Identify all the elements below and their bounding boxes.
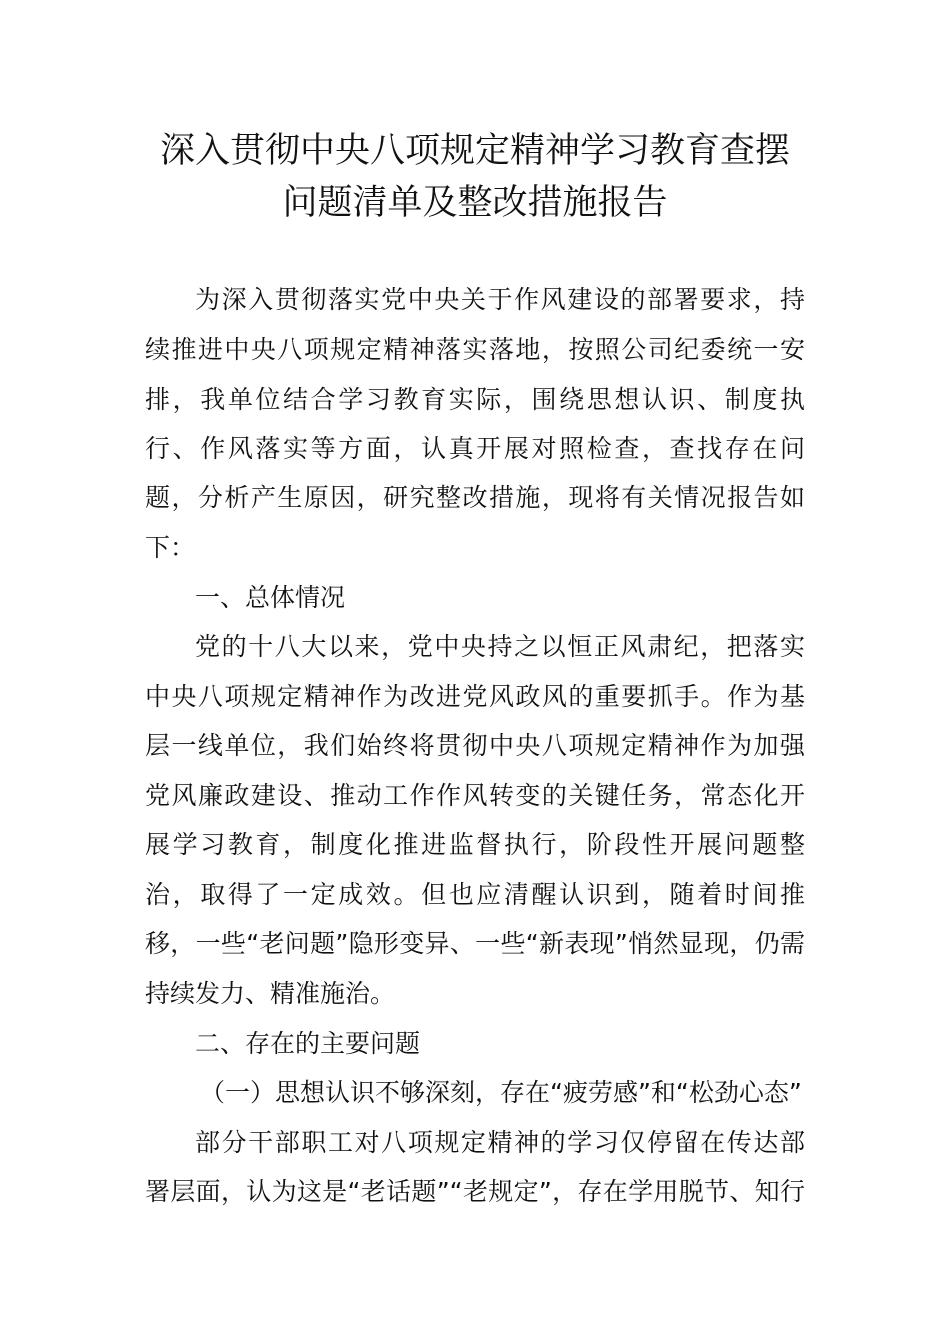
text-line: 党的十八大以来，党中央持之以恒正风肃纪，把落实 <box>195 632 805 661</box>
text-line: 移，一些“老问题”隐形变异、一些“新表现”悄然显现，仍需 <box>145 929 805 958</box>
text-line: 署层面，认为这是“老话题”“老规定”，存在学用脱节、知行 <box>145 1177 805 1206</box>
text-line: 题，分析产生原因，研究整改措施，现将有关情况报告如 <box>145 483 805 512</box>
text-line: 持续发力、精准施治。 <box>145 979 396 1008</box>
section-heading-overview: 一、总体情况 <box>195 583 346 612</box>
text-line: 排，我单位结合学习教育实际，围绕思想认识、制度执 <box>145 385 805 414</box>
text-line: 层一线单位，我们始终将贯彻中央八项规定精神作为加强 <box>145 731 805 760</box>
section-heading-problems: 二、存在的主要问题 <box>195 1029 421 1058</box>
text-line: 中央八项规定精神作为改进党风政风的重要抓手。作为基 <box>145 682 805 711</box>
text-line: 部分干部职工对八项规定精神的学习仅停留在传达部 <box>195 1128 805 1157</box>
text-line: 党风廉政建设、推动工作作风转变的关键任务，常态化开 <box>145 781 805 810</box>
text-line: 展学习教育，制度化推进监督执行，阶段性开展问题整 <box>145 830 805 859</box>
document-title-line-1: 深入贯彻中央八项规定精神学习教育查摆 <box>159 131 790 171</box>
text-line: 行、作风落实等方面，认真开展对照检查，查找存在问 <box>145 434 805 463</box>
text-line: 续推进中央八项规定精神落实落地，按照公司纪委统一安 <box>145 335 805 364</box>
text-line: 为深入贯彻落实党中央关于作风建设的部署要求，持 <box>195 285 805 314</box>
document-title-line-2: 问题清单及整改措施报告 <box>282 183 668 223</box>
subsection-heading-1: （一）思想认识不够深刻，存在“疲劳感”和“松劲心态” <box>200 1078 802 1107</box>
text-line: 下： <box>145 533 196 562</box>
text-line: 治，取得了一定成效。但也应清醒认识到，随着时间推 <box>145 880 805 909</box>
